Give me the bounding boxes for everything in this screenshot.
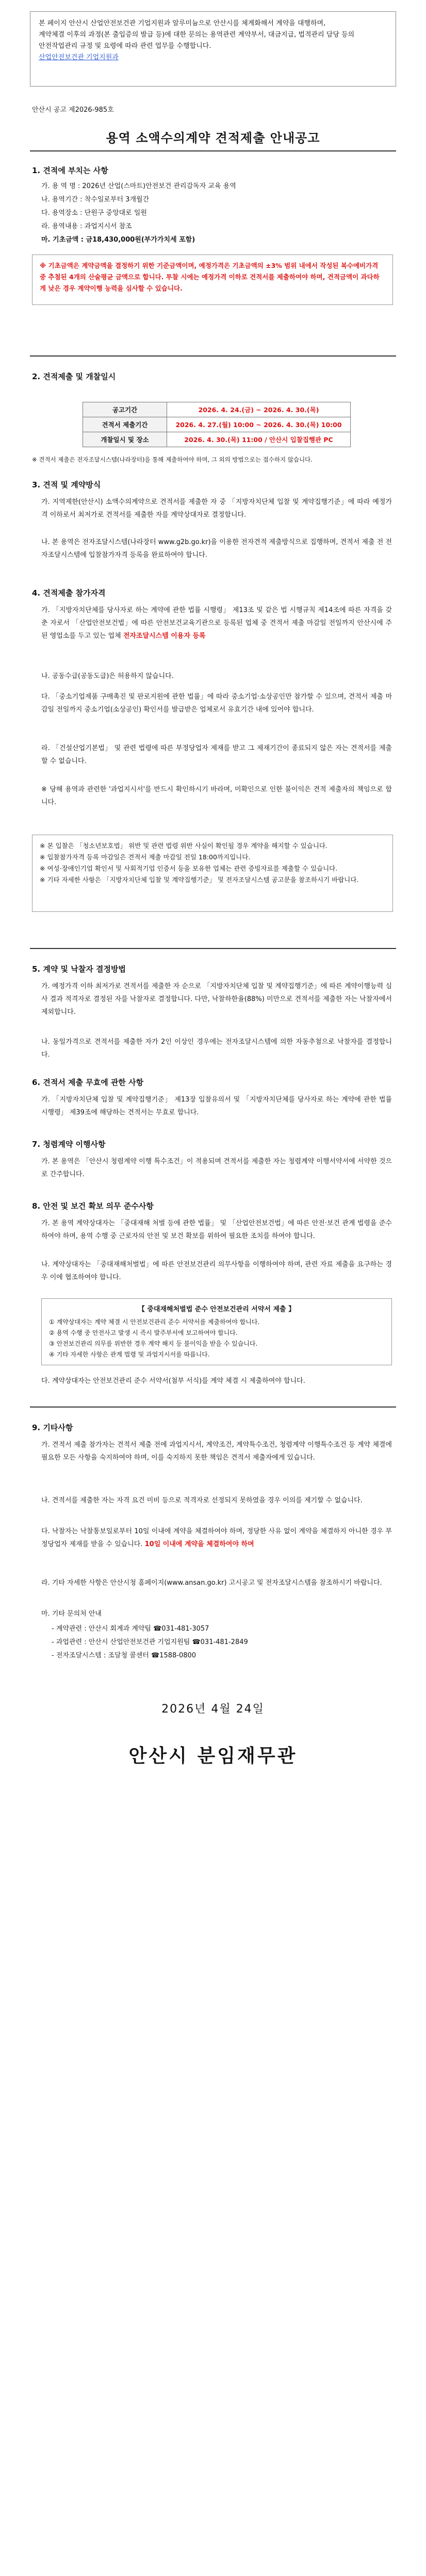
- safety-pledge-box: [41, 1298, 392, 1365]
- safety-line: ① 계약상대자는 계약 체결 시 안전보건관리 준수 서약서를 제출하여야 합니다.: [49, 1318, 260, 1326]
- page-title: 용역 소액수의계약 견적제출 안내공고: [106, 131, 320, 145]
- sec4-para-4: 라. 「건설산업기본법」 및 관련 법령에 따른 부정당업자 제재를 받고 그 제재기간이 종료되지 않은 자는 견적서를 제출할 수 없습니다.: [41, 744, 392, 765]
- section-8-title: 8. 안전 및 보건 확보 의무 준수사항: [32, 1201, 154, 1211]
- schedule-key: 견적서 제출기간: [83, 417, 167, 432]
- section-2-title: 2. 견적제출 및 개찰일시: [32, 372, 116, 381]
- section-4-title: 4. 견적제출 참가자격: [32, 588, 106, 598]
- sec1-item-2: 나. 용역기간 : 착수일로부터 3개월간: [41, 196, 150, 204]
- sec5-para-1: 가. 예정가격 이하 최저가로 견적서를 제출한 자 순으로 「지방자치단체 입찰 및 계약집행기준」에 따른 계약이행능력 심사 결과 적격자로 결정된 자를 낙찰자로 결정합니다. 다만, 낙찰하한율(88%) 미만으로 견적서를 제출한 자는 낙찰자에서 제외합니다.: [41, 982, 392, 1016]
- warning-line: ※ 기타 자세한 사항은 「지방자치단체 입찰 및 계약집행기준」 및 전자조달시스템 공고문을 참조하시기 바랍니다.: [40, 876, 359, 884]
- intro-line-1: 본 페이지 안산시 산업안전보건관 기업지원과 알루미늄으로 안산시를 체계화해서 계약을 대행하며,: [39, 20, 326, 27]
- notice-number: 안산시 공고 제2026-985호: [32, 106, 114, 114]
- intro-line-2: 계약체결 이후의 과정(본 출입증의 발급 등)에 대한 문의는 용역관련 계약부서, 대금지급, 법적관리 담당 등의: [39, 31, 355, 39]
- section-divider: [30, 1406, 396, 1408]
- safety-line: ④ 기타 자세한 사항은 관계 법령 및 과업지시서를 따릅니다.: [49, 1351, 210, 1358]
- table-row: [83, 417, 351, 432]
- warning-line: ※ 본 입찰은 「청소년보호법」 위반 및 관련 법령 위반 사실이 확인될 경우 계약을 해지할 수 있습니다.: [40, 842, 327, 850]
- sec4-para-2: 나. 공동수급(공동도급)은 허용하지 않습니다.: [41, 672, 174, 680]
- table-row: [83, 402, 351, 417]
- sec3-para-2: 나. 본 용역은 전자조달시스템(나라장터 www.g2b.go.kr)을 이용한 전자견적 제출방식으로 집행하며, 견적서 제출 전 전자조달시스템에 입찰참가자격 등록을 완료하여야 합니다.: [41, 538, 392, 559]
- sec4-para-1: 가. 「지방자치단체를 당사자로 하는 계약에 관한 법률 시행령」 제13조 및 같은 법 시행규칙 제14조에 따른 자격을 갖춘 자로서 「산업안전보건법」에 따른 안전보건교육기관으로 등록된 업체 중 견적서 제출 마감일 전일까지 안산시에 주된 영업소를 두고 있는 업체 전자조달시스템 이용자 등록: [41, 606, 392, 640]
- schedule-note: ※ 견적서 제출은 전자조달시스템(나라장터)을 통해 제출하여야 하며, 그 외의 방법으로는 접수하지 않습니다.: [32, 456, 313, 463]
- section-divider: [30, 948, 396, 949]
- sec8-para-3: 다. 계약상대자는 안전보건관리 준수 서약서(첨부 서식)를 계약 체결 시 제출하여야 합니다.: [41, 1377, 305, 1385]
- sec8-para-2: 나. 계약상대자는 「중대재해처벌법」에 따른 안전보건관리 의무사항을 이행하여야 하며, 관련 자료 제출을 요구하는 경우 이에 협조하여야 합니다.: [41, 1261, 392, 1281]
- sec8-para-1: 가. 본 용역 계약상대자는 「중대재해 처벌 등에 관한 법률」 및 「산업안전보건법」에 따른 안전·보건 관계 법령을 준수하여야 하며, 용역 수행 중 근로자의 안전 및 보건 확보를 위하여 필요한 조치를 하여야 합니다.: [41, 1219, 392, 1240]
- safety-line: ② 용역 수행 중 안전사고 발생 시 즉시 발주부서에 보고하여야 합니다.: [49, 1329, 238, 1336]
- contact-line: - 전자조달시스템 : 조달청 콜센터 ☎1588-0800: [52, 1652, 196, 1659]
- base-price-warning: ※ 기초금액은 계약금액을 결정하기 위한 기준금액이며, 예정가격은 기초금액의 ±3% 범위 내에서 작성된 복수예비가격 중 추첨된 4개의 산술평균 금액으로 합니다. 투찰 시에는 예정가격 이하로 견적서를 제출하여야 하며, 견적금액이 과다하게 낮은 경우 계약이행 능력을 심사할 수 있습니다.: [32, 255, 393, 305]
- sec9-para-1: 가. 견적서 제출 참가자는 견적서 제출 전에 과업지시서, 계약조건, 계약특수조건, 청렴계약 이행특수조건 등 계약 체결에 필요한 모든 사항을 숙지하여야 하며, 이를 숙지하지 못한 책임은 견적서 제출자에게 있습니다.: [41, 1441, 392, 1462]
- section-divider: [30, 355, 396, 357]
- sec9-para-3: 다. 낙찰자는 낙찰통보일로부터 10일 이내에 계약을 체결하여야 하며, 정당한 사유 없이 계약을 체결하지 아니한 경우 부정당업자 제재를 받을 수 있습니다. 10일 이내에 계약을 체결하여야 하며: [41, 1528, 392, 1548]
- schedule-table: [83, 402, 351, 447]
- sec1-item-1: 가. 용 역 명 : 2026년 산업(스마트)안전보건 관리감독자 교육 용역: [41, 182, 236, 190]
- sec3-para-1: 가. 지역제한(안산시) 소액수의계약으로 견적서를 제출한 자 중 「지방자치단체 입찰 및 계약집행기준」에 따라 예정가격 이하로서 최저가로 견적서를 제출한 자를 계약상대자로 결정합니다.: [41, 498, 392, 519]
- schedule-key: 공고기간: [83, 402, 167, 417]
- sec4-para-3: 다. 「중소기업제품 구매촉진 및 판로지원에 관한 법률」에 따라 중소기업·소상공인만 참가할 수 있으며, 견적서 제출 마감일 전일까지 중소기업(소상공인) 확인서를 발급받은 업체로서 유효기간 내에 있어야 합니다.: [41, 693, 392, 714]
- intro-link[interactable]: 산업안전보건관 기업지원과: [39, 54, 119, 61]
- intro-notice-box: [30, 11, 396, 87]
- issue-date: 2026년 4월 24일: [161, 1703, 265, 1716]
- sec5-para-2: 나. 동일가격으로 견적서를 제출한 자가 2인 이상인 경우에는 전자조달시스템에 의한 자동추첨으로 낙찰자를 결정합니다.: [41, 1038, 392, 1059]
- schedule-value: 2026. 4. 27.(월) 10:00 ~ 2026. 4. 30.(목) 10:00: [167, 417, 351, 432]
- warning-line: ※ 입찰참가자격 등록 마감일은 견적서 제출 마감일 전일 18:00까지입니다.: [40, 853, 251, 861]
- safety-box-title: 【 중대재해처벌법 준수 안전보건관리 서약서 제출 】: [138, 1306, 296, 1313]
- sec1-item-3: 다. 용역장소 : 단원구 중앙대로 일원: [41, 209, 147, 217]
- sec9-para-4: 라. 기타 자세한 사항은 안산시청 홈페이지(www.ansan.go.kr) 고시공고 및 전자조달시스템을 참조하시기 바랍니다.: [41, 1579, 382, 1587]
- issuer-name: 안산시 분임재무관: [128, 1745, 298, 1767]
- section-6-title: 6. 견적서 제출 무효에 관한 사항: [32, 1078, 144, 1087]
- section-7-title: 7. 청렴계약 이행사항: [32, 1140, 106, 1149]
- contact-line: - 계약관련 : 안산시 회계과 계약팀 ☎031-481-3057: [52, 1625, 209, 1633]
- sec9-para-2: 나. 견적서를 제출한 자는 자격 요건 미비 등으로 적격자로 선정되지 못하였을 경우 이의를 제기할 수 없습니다.: [41, 1497, 363, 1504]
- section-5-title: 5. 계약 및 낙찰자 결정방법: [32, 964, 126, 974]
- table-row: [83, 432, 351, 447]
- sec6-para-1: 가. 「지방자치단체 입찰 및 계약집행기준」 제13장 입찰유의서 및 「지방자치단체를 당사자로 하는 계약에 관한 법률 시행령」 제39조에 해당하는 견적서는 무효로 합니다.: [41, 1096, 392, 1116]
- contact-line: - 과업관련 : 안산시 산업안전보건관 기업지원팀 ☎031-481-2849: [52, 1638, 248, 1646]
- warning-line: ※ 여성·장애인기업 확인서 및 사회적기업 인증서 등을 보유한 업체는 관련 증빙자료를 제출할 수 있습니다.: [40, 865, 338, 872]
- sec7-para-1: 가. 본 용역은 「안산시 청렴계약 이행 특수조건」이 적용되며 견적서를 제출한 자는 청렴계약 이행서약서에 서약한 것으로 간주합니다.: [41, 1158, 392, 1178]
- participation-warning-box: [32, 835, 393, 912]
- sec1-item-4: 라. 용역내용 : 과업지시서 참조: [41, 223, 132, 230]
- section-1-title: 1. 견적에 부치는 사항: [32, 166, 108, 175]
- schedule-value: 2026. 4. 30.(목) 11:00 / 안산시 입찰집행관 PC: [167, 432, 351, 447]
- schedule-value: 2026. 4. 24.(금) ~ 2026. 4. 30.(목): [167, 402, 351, 417]
- sec9-para-5: 마. 기타 문의처 안내: [41, 1610, 102, 1618]
- section-3-title: 3. 견적 및 계약방식: [32, 480, 101, 489]
- safety-line: ③ 안전보건관리 의무를 위반한 경우 계약 해지 등 불이익을 받을 수 있습니다.: [49, 1340, 258, 1347]
- schedule-key: 개찰일시 및 장소: [83, 432, 167, 447]
- title-divider: [30, 150, 396, 151]
- sec4-para-5: ※ 당해 용역과 관련한 '과업지시서'를 반드시 확인하시기 바라며, 미확인으로 인한 불이익은 견적 제출자의 책임으로 합니다.: [41, 786, 392, 806]
- intro-line-3: 안전작업관리 규정 및 요령에 따라 관련 업무를 수행합니다.: [39, 42, 211, 50]
- section-9-title: 9. 기타사항: [32, 1423, 73, 1432]
- sec1-item-5: 마. 기초금액 : 금18,430,000원(부가가치세 포함): [41, 236, 195, 244]
